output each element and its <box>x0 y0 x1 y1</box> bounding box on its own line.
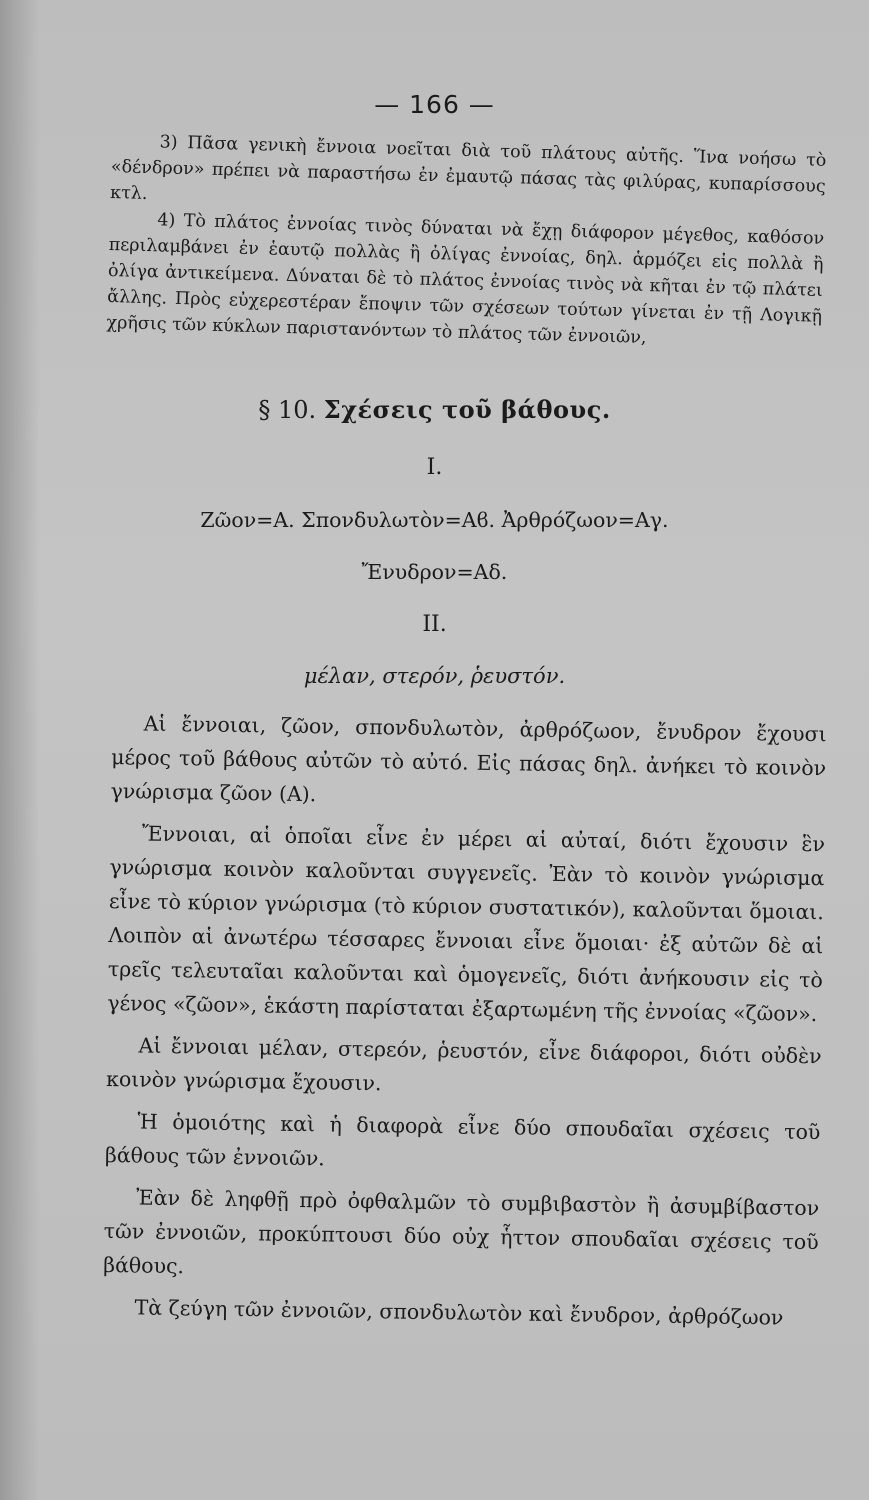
body-paragraph: Ἔννοιαι, αἱ ὁποῖαι εἶνε ἐν μέρει αἱ αὐταί, διότι ἔχουσιν ἓν γνώρισμα κοινὸν καλοῦνται συγγενεῖς. Ἐὰν τὸ κοινὸν γνώρισμα εἶνε τὸ κύριον γνώρισμα (τὸ κύριον συστατικόν), καλοῦνται ὅμοιαι. Λοιπὸν αἱ ἀνωτέρω τέσσαρες ἔννοιαι εἶνε ὅμοιαι· ἐξ αὐτῶν δὲ αἱ τρεῖς τελευταῖαι καλοῦνται καὶ ὁμογενεῖς, διότι ἀνήκουσιν εἰς τὸ γένος «ζῶον», ἑκάστη παρίσταται ἐξαρτωμένη τῆς ἐννοίας «ζῶον». <box>107 821 826 1027</box>
page-gutter-shadow <box>0 0 40 1500</box>
body-paragraph: Ἡ ὁμοιότης καὶ ἡ διαφορὰ εἶνε δύο σπουδαῖαι σχέσεις τοῦ βάθους τῶν ἐννοιῶν. <box>104 1109 821 1171</box>
body-paragraph: Τὰ ζεύγη τῶν ἐννοιῶν, σπονδυλωτὸν καὶ ἔνυδρον, ἀρθρόζωον <box>134 1295 784 1330</box>
roman-numeral-1: I. <box>426 455 443 480</box>
section-heading <box>0 395 869 424</box>
page-number: — 166 — <box>374 90 495 119</box>
body-text <box>102 706 827 1343</box>
paragraph-3: 3) Πᾶσα γενικὴ ἔννοια νοεῖται διὰ τοῦ πλάτους αὐτῆς. Ἵνα νοήσω τὸ «δένδρον» πρέπει νὰ παραστήσω ἐν ἐμαυτῷ πάσας τὰς φιλύρας, κυπαρίσσους κτλ. <box>109 132 827 205</box>
section-title: Σχέσεις τοῦ βάθους. <box>323 395 611 424</box>
body-paragraph: Αἱ ἔννοιαι, ζῶον, σπονδυλωτὸν, ἀρθρόζωον, ἔνυδρον ἔχουσι μέρος τοῦ βάθους αὐτῶν τὸ αὐτό. Εἰς πάσας δηλ. ἀνήκει τὸ κοινὸν γνώρισμα ζῶον (Α). <box>110 711 827 807</box>
definitions-line-2: Ἔνυδρον=Αδ. <box>361 560 508 584</box>
definitions-line-1: Ζῶον=Α. Σπονδυλωτὸν=Αϐ. Ἀρθρόζωον=Αγ. <box>200 508 669 532</box>
paragraph-4: 4) Τὸ πλάτος ἐννοίας τινὸς δύναται νὰ ἔχῃ διάφορον μέγεθος, καθόσον περιλαμβάνει ἐν ἑαυτῷ πολλὰς ἢ ὀλίγας ἐννοίας, δηλ. ἁρμόζει εἰς πολλὰ ἢ ὀλίγα ἀντικείμενα. Δύναται δὲ τὸ πλάτος ἐννοίας τινὸς νὰ κῆται ἐν τῷ πλάτει ἄλλης. Πρὸς εὐχερεστέραν ἔποψιν τῶν σχέσεων τούτων γίνεται ἐν τῇ Λογικῇ χρῆσις τῶν κύκλων παριστανόντων τὸ πλάτος τῶν ἐννοιῶν, <box>106 210 825 349</box>
section-number: § 10. <box>258 396 317 424</box>
body-paragraph: Ἐὰν δὲ ληφθῇ πρὸ ὀφθαλμῶν τὸ συμβιβαστὸν ἢ ἀσυμβίβαστον τῶν ἐννοιῶν, προκύπτουσι δύο οὐχ ἧττον σπουδαῖαι σχέσεις τοῦ βάθους. <box>103 1185 820 1279</box>
numbered-paragraphs <box>106 128 827 356</box>
roman-numeral-2: II. <box>422 612 447 637</box>
body-paragraph: Αἱ ἔννοιαι μέλαν, στερεόν, ῥευστόν, εἶνε διάφοροι, διότι οὐδὲν κοινὸν γνώρισμα ἔχουσιν. <box>105 1033 822 1096</box>
series-ii: μέλαν, στερόν, ῥευστόν. <box>303 664 566 688</box>
